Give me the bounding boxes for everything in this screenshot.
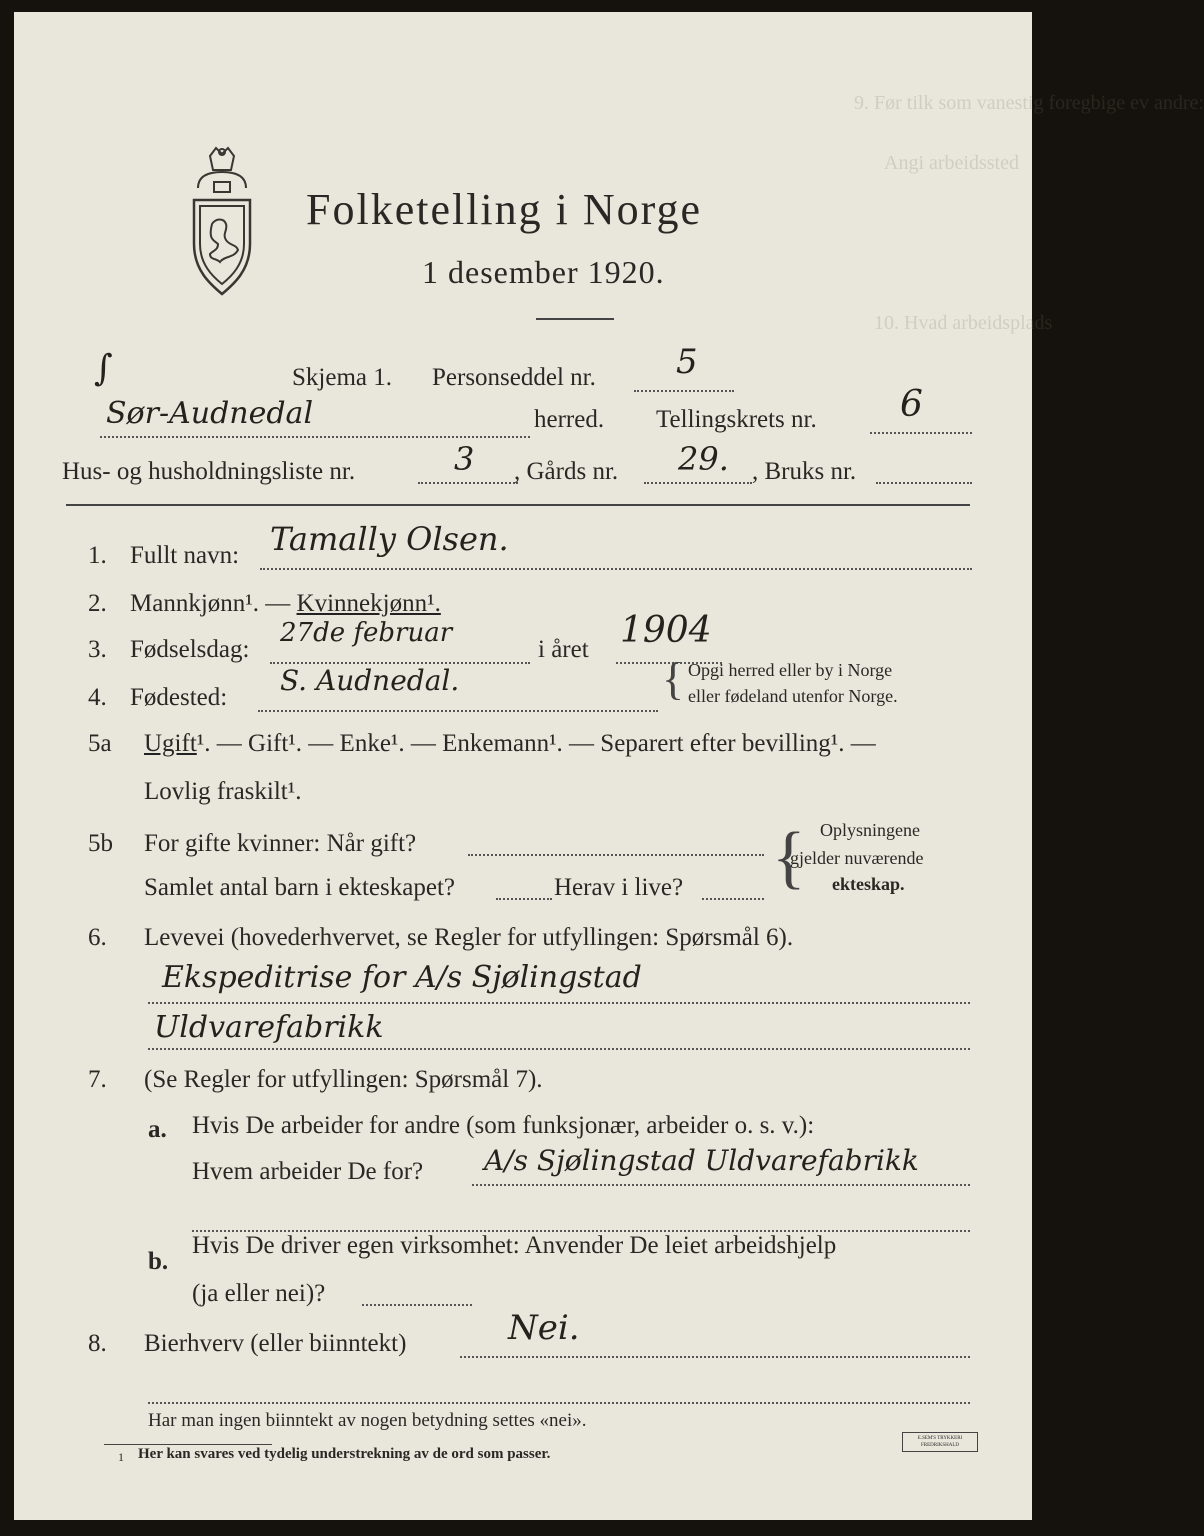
gards-value[interactable]: 29. <box>678 440 729 478</box>
q5b-children-line <box>496 898 552 900</box>
margin-mark: ∫ <box>94 348 113 389</box>
q6-line1 <box>148 1002 970 1004</box>
q6-line2 <box>148 1048 970 1050</box>
q5b-alive-label: Herav i live? <box>554 874 684 901</box>
q5a-other-options: ¹. — Gift¹. — Enke¹. — Enkemann¹. — Separert efter bevilling¹. — <box>196 730 876 757</box>
q7b-line <box>362 1304 472 1306</box>
q1-full-name-value[interactable]: Tamally Olsen. <box>270 520 509 558</box>
form-title: Folketelling i Norge <box>306 185 703 234</box>
q4-note-line2: eller fødeland utenfor Norge. <box>688 686 898 706</box>
q4-brace: { <box>662 653 685 704</box>
q5b-married-line <box>468 854 764 856</box>
header-divider <box>66 504 970 506</box>
q4-line <box>258 710 658 712</box>
q8-extra-line <box>148 1402 970 1404</box>
q5a-status-row <box>144 730 876 758</box>
q7-number: 7. <box>88 1066 107 1093</box>
q1-label: Fullt navn: <box>130 542 240 569</box>
personseddel-value[interactable]: 5 <box>676 342 698 382</box>
q5b-note-line1: Oplysningene <box>820 820 920 840</box>
bruks-line <box>876 482 972 484</box>
bleed-through-text: 9. Før tilk som vanestig foregbige ev andre: <box>854 92 1204 114</box>
q4-note-line1: Opgi herred eller by i Norge <box>688 660 893 680</box>
q3-number: 3. <box>88 636 107 663</box>
q4-number: 4. <box>88 684 107 711</box>
q8-line <box>460 1356 970 1358</box>
q2-number: 2. <box>88 590 107 617</box>
q5b-note-line2: gjelder nuværende <box>790 848 924 868</box>
q2-female-option[interactable]: Kvinnekjønn¹. <box>296 590 441 617</box>
q6-occupation-value-line1[interactable]: Ekspeditrise for A/s Sjølingstad <box>162 960 642 995</box>
gards-line <box>644 482 752 484</box>
herred-value[interactable]: Sør-Audnedal <box>106 396 314 431</box>
q5b-children-label: Samlet antal barn i ekteskapet? <box>144 874 455 901</box>
q7a-employer-value[interactable]: A/s Sjølingstad Uldvarefabrikk <box>484 1144 919 1177</box>
personseddel-label: Personseddel nr. <box>432 364 596 391</box>
q2-male-option[interactable]: Mannkjønn¹. <box>130 590 260 617</box>
printer-stamp: E.SEM'S TRYKKERI FREDRIKSHALD <box>902 1432 978 1452</box>
q4-birthplace-value[interactable]: S. Audnedal. <box>280 664 460 697</box>
tellingskrets-label: Tellingskrets nr. <box>656 406 817 433</box>
q5a-ugift-option[interactable]: Ugift <box>144 730 197 757</box>
q1-line <box>260 568 972 570</box>
bruks-label: , Bruks nr. <box>752 458 857 485</box>
gards-label: , Gårds nr. <box>514 458 619 485</box>
q7a-employer-line <box>472 1184 970 1186</box>
footnote-mark: 1 <box>118 1450 124 1464</box>
q4-label: Fødested: <box>130 684 228 711</box>
skjema-label: Skjema 1. <box>292 364 392 391</box>
herred-label: herred. <box>534 406 605 433</box>
q3-year-label: i året <box>538 636 589 663</box>
q5b-number: 5b <box>88 830 113 857</box>
q8-number: 8. <box>88 1330 107 1357</box>
q5a-number: 5a <box>88 730 112 757</box>
q7-label: (Se Regler for utfyllingen: Spørsmål 7). <box>144 1066 543 1093</box>
q2-gender-row <box>130 590 441 618</box>
q7a-employer-label: Hvem arbeider De for? <box>192 1158 424 1185</box>
q3-year-value[interactable]: 1904 <box>620 610 712 651</box>
q2-separator: — <box>259 590 297 617</box>
footnote-divider <box>104 1444 272 1445</box>
q7a-letter: a. <box>148 1116 167 1143</box>
bleed-through-text: 10. Hvad arbeidsplads <box>874 312 1053 334</box>
q7b-letter: b. <box>148 1248 169 1275</box>
footnote-text: Her kan svares ved tydelig understrekning av de ord som passer. <box>138 1446 551 1462</box>
form-date: 1 desember 1920. <box>422 254 665 290</box>
herred-line <box>100 436 530 438</box>
q5b-brace: { <box>772 819 806 896</box>
bleed-through-text: Angi arbeidssted <box>884 152 1019 174</box>
q6-label: Levevei (hovederhvervet, se Regler for utfyllingen: Spørsmål 6). <box>144 924 794 951</box>
q5b-married-label: For gifte kvinner: Når gift? <box>144 830 417 857</box>
census-form-page <box>14 12 1204 1520</box>
q6-occupation-value-line2[interactable]: Uldvarefabrikk <box>154 1010 384 1045</box>
q5b-alive-line <box>702 898 764 900</box>
q3-label: Fødselsdag: <box>130 636 250 663</box>
q6-number: 6. <box>88 924 107 951</box>
personseddel-line <box>634 390 734 392</box>
q3-birthdate-value[interactable]: 27de februar <box>280 618 453 648</box>
husholdningsliste-label: Hus- og husholdningsliste nr. <box>62 458 356 485</box>
q1-number: 1. <box>88 542 107 569</box>
q5a-fraskilt-option[interactable]: Lovlig fraskilt¹. <box>144 778 302 805</box>
q7b-hired-help-label: (ja eller nei)? <box>192 1280 326 1307</box>
title-divider <box>536 318 614 320</box>
husholdningsliste-line <box>418 482 518 484</box>
tellingskrets-value[interactable]: 6 <box>900 384 923 425</box>
tellingskrets-line <box>870 432 972 434</box>
coat-of-arms-icon <box>176 142 268 307</box>
q7b-line1: Hvis De driver egen virksomhet: Anvender De leiet arbeidshjelp <box>192 1232 837 1259</box>
q7a-line1: Hvis De arbeider for andre (som funksjonær, arbeider o. s. v.): <box>192 1112 815 1139</box>
husholdningsliste-value[interactable]: 3 <box>454 440 475 478</box>
q8-label: Bierhverv (eller biinntekt) <box>144 1330 407 1357</box>
q5b-note-line3: ekteskap. <box>832 874 905 894</box>
q8-side-income-value[interactable]: Nei. <box>508 1308 580 1348</box>
footer-note: Har man ingen biinntekt av nogen betydning settes «nei». <box>148 1410 587 1431</box>
